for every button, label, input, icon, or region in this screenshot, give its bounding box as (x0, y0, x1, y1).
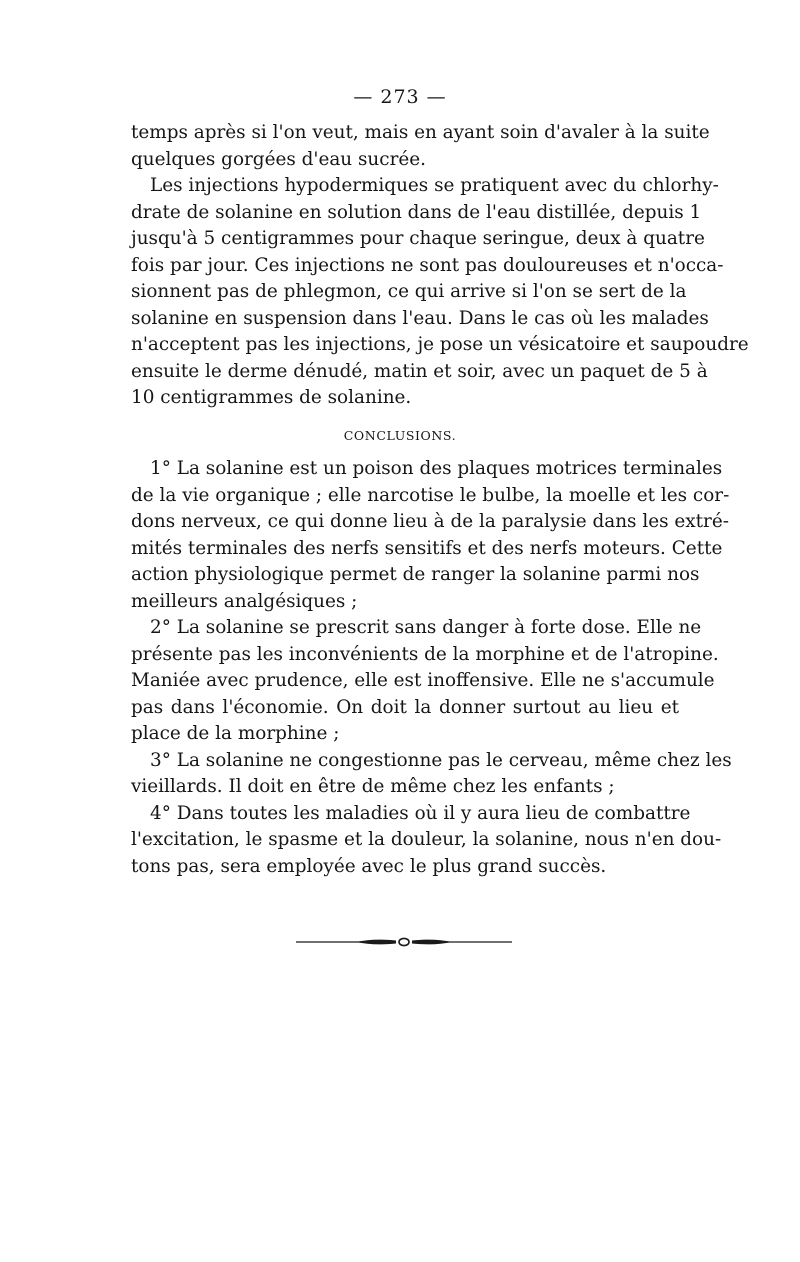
text-line: action physiologique permet de ranger la solanine parmi nos (131, 564, 700, 585)
conclusion-4-first-line: 4° Dans toutes les maladies où il y aura lieu de combattre (150, 802, 691, 824)
text-line: dons nerveux, ce qui donne lieu à de la paralysie dans les extré- (131, 511, 729, 532)
text-line: sionnent pas de phlegmon, ce qui arrive si l'on se sert de la (131, 281, 687, 302)
conclusion-1-first-line: 1° La solanine est un poison des plaques motrices terminales (150, 458, 723, 479)
body-text-conclusions (131, 456, 732, 880)
text-line: drate de solanine en solution dans de l'eau distillée, depuis 1 (131, 201, 702, 223)
text-line: ensuite le derme dénudé, matin et soir, avec un paquet de 5 à (131, 360, 708, 382)
text-line: jusqu'à 5 centigrammes pour chaque seringue, deux à quatre (131, 228, 705, 249)
conclusion-3-first-line: 3° La solanine ne congestionne pas le cerveau, même chez les (150, 749, 732, 771)
page-number: — 273 — (353, 86, 447, 108)
text-line: présente pas les inconvénients de la morphine et de l'atropine. (131, 643, 719, 665)
text-line: temps après si l'on veut, mais en ayant soin d'avaler à la suite (131, 122, 710, 143)
text-line: l'excitation, le spasme et la douleur, la solanine, nous n'en dou- (131, 829, 722, 850)
text-line: de la vie organique ; elle narcotise le bulbe, la moelle et les cor- (131, 484, 730, 506)
text-line: 10 centigrammes de solanine. (131, 387, 412, 408)
text-line: place de la morphine ; (131, 723, 340, 744)
text-line: n'acceptent pas les injections, je pose un vésicatoire et saupoudre (131, 334, 749, 355)
paragraph-first-line: Les injections hypodermiques se pratiquent avec du chlorhy- (150, 175, 719, 196)
text-line: tons pas, sera employée avec le plus grand succès. (131, 855, 607, 877)
text-line: meilleurs analgésiques ; (131, 590, 358, 612)
text-line: Maniée avec prudence, elle est inoffensive. Elle ne s'accumule (131, 670, 715, 691)
text-line: quelques gorgées d'eau sucrée. (131, 148, 426, 170)
conclusion-2-first-line: 2° La solanine se prescrit sans danger à forte dose. Elle ne (150, 617, 702, 638)
text-line: mités terminales des nerfs sensitifs et des nerfs moteurs. Cette (131, 537, 723, 559)
text-line: solanine en suspension dans l'eau. Dans le cas où les malades (131, 307, 709, 329)
text-line: fois par jour. Ces injections ne sont pas douloureuses et n'occa- (131, 254, 724, 276)
text-line: pas dans l'économie. On doit la donner surtout au lieu et (131, 696, 679, 718)
body-text-top (131, 120, 749, 412)
text-line: vieillards. Il doit en être de même chez les enfants ; (131, 776, 615, 797)
section-heading: CONCLUSIONS. (343, 428, 457, 443)
ornament-divider-icon (296, 932, 512, 952)
